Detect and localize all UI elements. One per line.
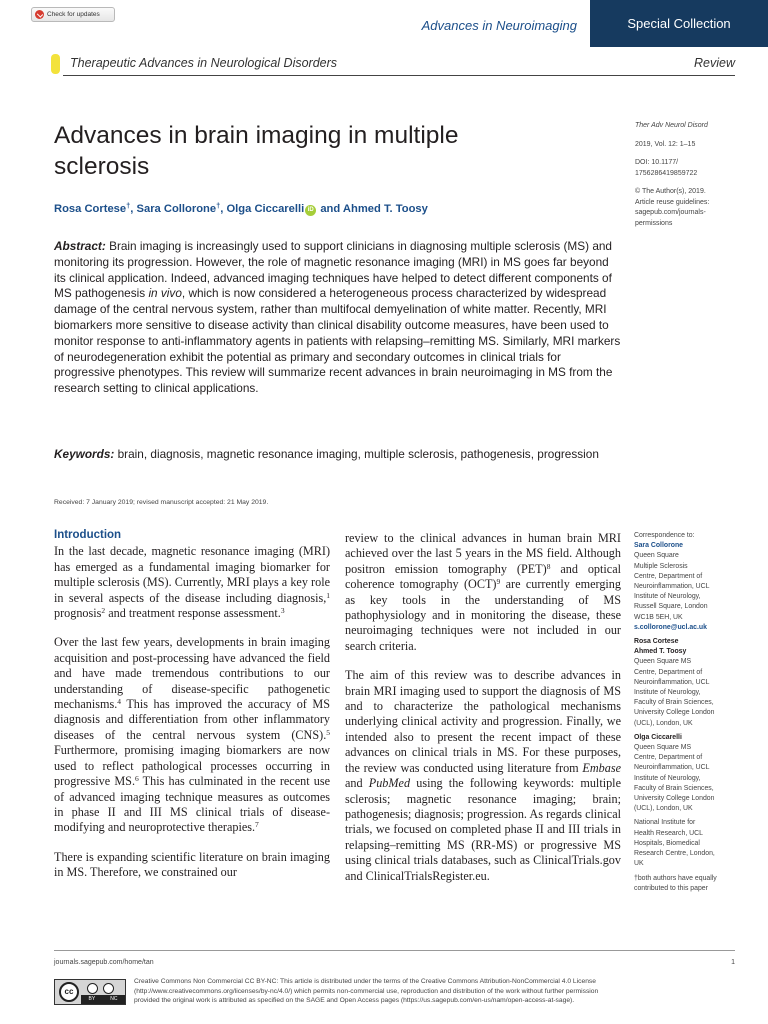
keywords <box>54 447 622 463</box>
article-type: Review <box>694 56 735 70</box>
doi-label: DOI: 10.1177/ <box>635 159 679 166</box>
header-divider <box>63 75 735 76</box>
check-for-updates-button[interactable] <box>31 7 115 22</box>
special-collection-banner: Special Collection <box>590 0 768 47</box>
abstract-italic: in vivo <box>148 286 182 301</box>
reference-link[interactable]: 8 <box>546 561 551 571</box>
affiliation-name: Olga Ciccarelli <box>634 733 682 741</box>
orcid-icon[interactable]: iD <box>305 205 316 216</box>
author-mark: † <box>216 201 221 210</box>
author-name[interactable]: Sara Collorone <box>136 203 217 215</box>
author-list <box>54 203 574 216</box>
correspondence-block: Correspondence to: Sara Collorone Queen Square Multiple Sclerosis Centre, Department of Neuroinflammation, UCL Institute of Neurology, Russell Square, London WC1B 5EH, UK s.collorone@ucl.ac.uk Rosa Cortese Ahmed T. Toosy Queen Square MS Centre, Department of Neuroinflammation, UCL Institute of Neurology, Faculty of Brain Sciences, University College London (UCL), London, UK Olga Ciccarelli Queen Square MS Centre, Department of Neuroinflammation, UCL Institute of Neurology, Faculty of Brain Sciences, University College London (UCL), London, UK National Institute for Health Research, UCL Hospitals, Biomedical Research Centre, London, UK †both authors have equally contributed to this paper <box>634 531 754 894</box>
correspondence-label: Correspondence to: <box>634 532 695 539</box>
paragraph: Over the last few years, developments in brain imaging acquisition and post-processing have advanced the field and have made tremendous contributions to our understanding of disease-specific pathogenetic mechanisms.$^4$ This has improved the accuracy of MS diagnosis and differentiation from other inflammatory diseases of the central nervous system (CNS).$^5$ Furthermore, promising imaging biomarkers are now used to reflect pathological processes occurring in progressive MS.$^6$ This has culminated in the recent use of advanced imaging technique measures as outcomes in phase II and III MS clinical trials of disease-modifying and neuroprotective therapies.$^7$ <box>54 635 330 835</box>
author-name[interactable]: Ahmed T. Toosy <box>342 203 428 215</box>
reference-link[interactable]: 2 <box>101 606 106 616</box>
author-separator: , <box>130 203 137 215</box>
reference-link[interactable]: 9 <box>496 577 501 587</box>
author-name[interactable]: Rosa Cortese <box>54 203 127 215</box>
cc-by-label: BY <box>88 996 96 1002</box>
affiliation-name: Ahmed T. Toosy <box>634 648 687 656</box>
reference-link[interactable]: 7 <box>255 820 259 830</box>
journal-title: Therapeutic Advances in Neurological Disorders <box>70 56 338 70</box>
section-heading: Introduction <box>54 529 122 541</box>
paragraph: review to the clinical advances in human brain MRI achieved over the last 5 years in the MS field. Although positron emission tomography (PET)$^8$ and optical coherence tomography (OCT)$^9$ are currently emerging as key tools in the understanding of MS pathophysiology and in monitoring the disease, these neuroimaging techniques were not included in our search criteria. <box>345 531 622 653</box>
check-updates-icon <box>35 10 44 19</box>
author-separator: , <box>220 203 227 215</box>
keywords-label: Keywords: <box>54 447 115 461</box>
reference-link[interactable]: 6 <box>135 774 139 784</box>
journal-abbreviation: Ther Adv Neurol Disord <box>635 122 708 129</box>
copyright: © The Author(s), 2019. <box>635 188 706 195</box>
email-link[interactable]: s.collorone@ucl.ac.uk <box>634 623 707 631</box>
journal-url[interactable]: journals.sagepub.com/home/tan <box>54 959 154 966</box>
article-title <box>54 120 574 182</box>
reference-link[interactable]: 3 <box>280 606 285 616</box>
volume-info: 2019, Vol. 12: 1–15 <box>635 140 696 148</box>
author-note: †both authors have equally <box>634 874 717 882</box>
reuse-link-cont[interactable]: permissions <box>635 219 673 227</box>
creative-commons-logo[interactable] <box>54 979 126 1005</box>
affiliation-name: Rosa Cortese <box>634 638 679 646</box>
reference-link[interactable]: 5 <box>326 727 330 737</box>
author-name[interactable]: Olga Ciccarelli <box>226 203 305 215</box>
title-line-2: sclerosis <box>54 153 150 180</box>
body-column-left <box>54 528 330 895</box>
page-number: 1 <box>731 959 735 966</box>
paragraph: The aim of this review was to describe advances in brain MRI imaging used to support the diagnosis of MS and to characterize the pathological mechanisms underlying clinical activity and progression. Finally, we intended also to present the recent impact of these advances on clinical trials in MS. For these purposes, the review was conducted using literature from Embase and PubMed using the following keywords: multiple sclerosis; magnetic resonance imaging; brain; pathogenesis; diagnosis; progression. As regards clinical trials, we focused on completed phase II and III trials in relapsing–remitting MS (RR-MS) or progressive MS using clinical trials databases, such as ClinicalTrials.gov and ClinicalTrialsRegister.eu. <box>345 668 621 883</box>
check-updates-label: Check for updates <box>47 11 100 18</box>
nc-icon <box>103 983 114 994</box>
abstract-text-cont: , which is now considered a heterogeneous process characterized by widespread damage of the central nervous system, rather than multifocal demyelination of white matter. Recently, MRI biomarkers more sensitive to disease activity than clinical disability outcome measures, have been used to monitor response to anti-inflammatory agents in patients with relapsing–remitting MS. Similarly, MRI markers of neurodegeneration exhibit the potential as primary and secondary outcomes in clinical trials for progressive phenotypes. This review will summarize recent advances in brain neuroimaging in MS from the research setting to clinical applications. <box>54 286 621 396</box>
abstract-label: Abstract: <box>54 239 106 253</box>
collection-journal-name: Advances in Neuroimaging <box>421 18 577 33</box>
abstract <box>54 239 622 397</box>
cc-icon: cc <box>59 982 79 1002</box>
footer-divider <box>54 950 735 951</box>
journal-marker-icon <box>51 54 60 74</box>
cc-nc-label: NC <box>110 996 118 1002</box>
by-icon <box>87 983 98 994</box>
body-column-right <box>345 531 621 898</box>
paragraph: There is expanding scientific literature on brain imaging in MS. Therefore, we constrained our <box>54 849 330 880</box>
reuse-link[interactable]: sagepub.com/journals- <box>635 209 706 216</box>
author-mark: † <box>126 201 131 210</box>
author-separator: and <box>317 203 343 215</box>
received-dates: Received: 7 January 2019; revised manuscript accepted: 21 May 2019. <box>54 499 269 506</box>
reference-link[interactable]: 4 <box>117 697 122 707</box>
doi-link[interactable]: 1756286419859722 <box>635 169 698 177</box>
title-line-1: Advances in brain imaging in multiple <box>54 122 459 149</box>
paragraph: In the last decade, magnetic resonance imaging (MRI) has emerged as a fundamental imaging biomarker for multiple sclerosis (MS). Currently, MRI plays a key role in several aspects of the disease including diagnosis,$^1$ prognosis$^2$ and treatment response assessment.$^3$ <box>54 544 330 621</box>
license-text: Creative Commons Non Commercial CC BY-NC: This article is distributed under the terms of the Creative Commons Attribution-NonCommercial 4.0 License (http://www.creativecommons.org/licenses/by-nc/4.0/) which permits non-commercial use, reproduction and distribution of the work without further permission provided the original work is attributed as specified on the SAGE and Open Access pages (https://us.sagepub.com/en-us/nam/open-access-at-sage). <box>134 977 734 1006</box>
reuse-guidelines: Article reuse guidelines: <box>635 198 710 206</box>
abstract-text: Brain imaging is increasingly used to support clinicians in diagnosing multiple sclerosis (MS) and monitoring its progression. However, the role of magnetic resonance imaging (MRI) in MS goes far beyond its clinical application. Indeed, advanced imaging techniques have helped to detect different components of MS pathogenesis <box>54 239 612 301</box>
correspondence-name: Sara Collorone <box>634 542 684 550</box>
article-metadata <box>635 121 755 229</box>
reference-link[interactable]: 1 <box>326 590 330 600</box>
license-link[interactable]: (http://www.creativecommons.org/licenses/by-nc/4.0/) which permits non-commercial use, reproduction and distribution of the work without further permission <box>134 987 599 995</box>
keywords-text: brain, diagnosis, magnetic resonance imaging, multiple sclerosis, pathogenesis, progression <box>117 447 599 461</box>
